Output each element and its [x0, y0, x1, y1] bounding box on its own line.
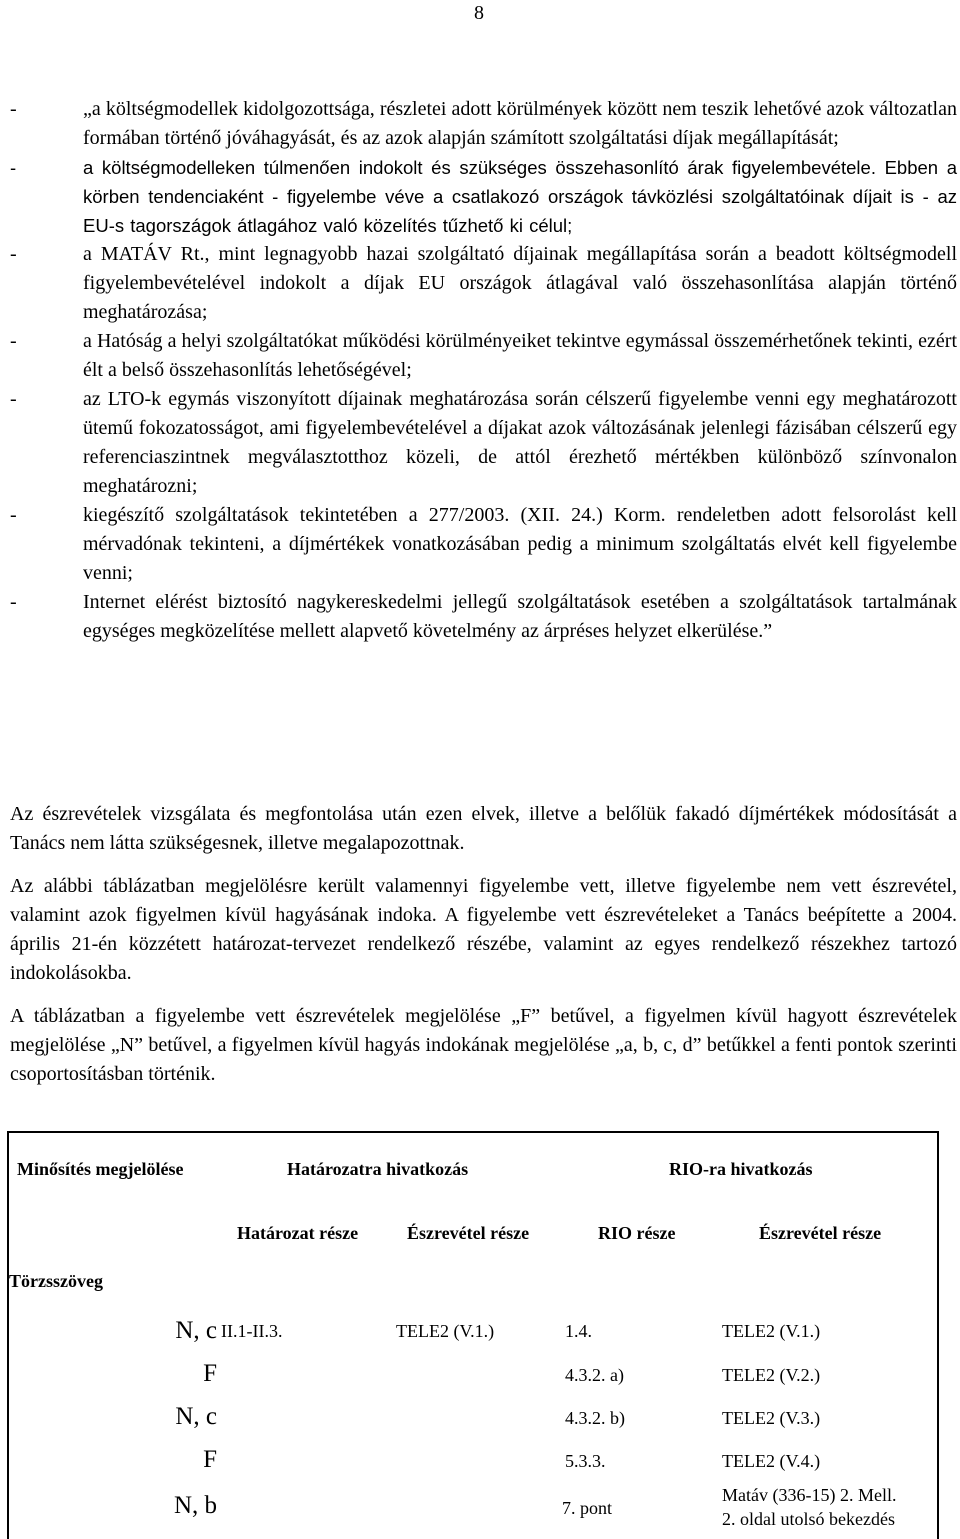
- rio-comment-cell: TELE2 (V.4.): [722, 1451, 821, 1471]
- comment-part-cell: TELE2 (V.1.): [396, 1321, 495, 1341]
- rio-part-cell: 5.3.3.: [565, 1451, 606, 1471]
- qualification-mark: N, c: [175, 1317, 217, 1344]
- header-decision-part: Határozat része: [237, 1223, 359, 1243]
- rio-part-cell: 4.3.2. b): [565, 1408, 625, 1428]
- qualification-mark: F: [203, 1360, 217, 1387]
- list-item-text: az LTO-k egymás viszonyított díjainak meghatározása során célszerű figyelembe venni egy meghatározott ütemű fokozatosságot, ami figyelembevételével a díjakat azok változásának jelenlegi fázisában célszerű egy referenciaszintnek megválasztotthoz közeli, de attól érezhető mértékben különböző színvonalon meghatározni;: [83, 388, 957, 497]
- bullet-dash: -: [10, 243, 17, 265]
- qualification-mark: F: [203, 1446, 217, 1473]
- list-item: [10, 240, 957, 327]
- body-paragraph: Az alábbi táblázatban megjelölésre került valamennyi figyelembe vett, illetve figyelembe nem vett észrevétel, valamint azok figyelmen kívül hagyásának indoka. A figyelembe vett észrevételeket a Tanács beépítette a 2004. április 21-én közzétett határozat-tervezet rendelkező részébe, valamint az egyes rendelkező részekhez tartozó indokolásokba.: [10, 875, 957, 984]
- list-item: [10, 385, 957, 501]
- rio-comment-cell: TELE2 (V.2.): [722, 1365, 821, 1385]
- header-rio-ref: RIO-ra hivatkozás: [669, 1159, 813, 1179]
- list-item-text: a MATÁV Rt., mint legnagyobb hazai szolgáltató díjainak megállapítása során a beadott költségmodell figyelembevételével indokolt a díjak EU országok átlagával való összehasonlítása alapján történő meghatározása;: [83, 243, 957, 323]
- rio-part-cell: 1.4.: [565, 1321, 592, 1341]
- list-item: [10, 327, 957, 385]
- rio-comment-cell: TELE2 (V.3.): [722, 1408, 821, 1428]
- rio-comment-cell: TELE2 (V.1.): [722, 1321, 821, 1341]
- list-item: [10, 588, 957, 646]
- decision-part-cell: II.1-II.3.: [221, 1321, 283, 1341]
- page-number: 8: [474, 2, 484, 24]
- body-paragraph: Az észrevételek vizsgálata és megfontolása után ezen elvek, illetve a belőlük fakadó díjmértékek módosítását a Tanács nem látta szükségesnek, illetve megalapozottnak.: [10, 803, 957, 854]
- bullet-dash: -: [10, 504, 17, 526]
- qualification-mark: N, b: [173, 1492, 217, 1519]
- list-item-text: Internet elérést biztosító nagykereskedelmi jellegű szolgáltatások esetében a szolgáltatások tartalmának egységes megközelítése mellett alapvető követelmény az árpréses helyzet elkerülése.”: [83, 591, 957, 642]
- principles-list: [10, 95, 957, 646]
- qualification-mark: N, c: [175, 1403, 217, 1430]
- list-item: [10, 153, 957, 240]
- header-qualification: Minősítés megjelölése: [17, 1159, 184, 1179]
- bullet-dash: -: [10, 330, 17, 352]
- body-paragraph: A táblázatban a figyelembe vett észrevételek megjelölése „F” betűvel, a figyelmen kívül hagyott észrevételek megjelölése „N” betűvel, a figyelmen kívül hagyás indokának megjelölése „a, b, c, d” betűkkel a fenti pontok szerinti csoportosításban történik.: [10, 1005, 957, 1085]
- rio-comment-cell-cont: 2. oldal utolsó bekezdés: [722, 1509, 895, 1529]
- list-item-text: a Hatóság a helyi szolgáltatókat működési körülményeiket tekintve egymással összemérhetőnek tekinti, ezért élt a belső összehasonlítás lehetőségével;: [83, 330, 957, 381]
- rio-part-cell: 4.3.2. a): [565, 1365, 624, 1385]
- list-item-text: „a költségmodellek kidolgozottsága, részletei adott körülmények között nem teszik lehetővé azok változatlan formában történő jóváhagyását, és az azok alapján számított szolgáltatási díjak megállapítását;: [83, 98, 957, 149]
- list-item: [10, 501, 957, 588]
- rio-comment-cell: Matáv (336-15) 2. Mell.: [722, 1485, 897, 1505]
- bullet-dash: -: [10, 157, 17, 178]
- list-item: [10, 95, 957, 153]
- bullet-dash: -: [10, 591, 17, 613]
- list-item-text: a költségmodelleken túlmenően indokolt és szükséges összehasonlító árak figyelembevétele. Ebben a körben tendenciaként - figyelembe véve a csatlakozó országok távközlési szolgáltatóinak díjait is - az EU-s tagországok átlagához való közelítés tűzhető ki célul;: [83, 157, 957, 236]
- header-comment-part: Észrevétel része: [407, 1223, 530, 1243]
- header-rio-part: RIO része: [598, 1223, 676, 1243]
- section-label: Törzsszöveg: [9, 1271, 103, 1291]
- bullet-dash: -: [10, 388, 17, 410]
- header-comment-part-rio: Észrevétel része: [759, 1223, 882, 1243]
- comments-table: [7, 1131, 939, 1539]
- header-decision-ref: Határozatra hivatkozás: [287, 1159, 469, 1179]
- bullet-dash: -: [10, 98, 17, 120]
- list-item-text: kiegészítő szolgáltatások tekintetében a 277/2003. (XII. 24.) Korm. rendeletben adott felsorolást kell mérvadónak tekinteni, a díjmértékek vonatkozásában pedig a minimum szolgáltatás elvét kell figyelembe venni;: [83, 504, 957, 584]
- rio-part-cell: 7. pont: [562, 1498, 613, 1518]
